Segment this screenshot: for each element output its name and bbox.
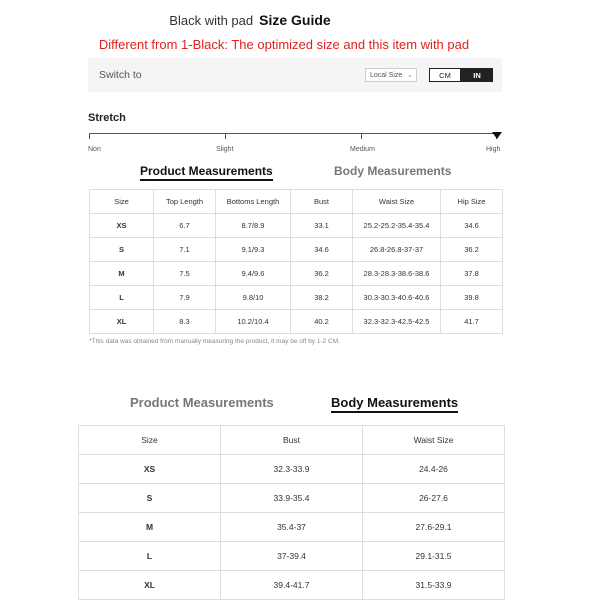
stretch-tick	[225, 133, 226, 139]
size-cell: S	[90, 238, 154, 262]
column-header: Top Length	[154, 190, 216, 214]
table-cell: 36.2	[291, 262, 353, 286]
unit-cm-button[interactable]: CM	[429, 68, 461, 82]
table-cell: 38.2	[291, 286, 353, 310]
table-cell: 41.7	[441, 310, 503, 334]
column-header: Size	[90, 190, 154, 214]
table-row	[90, 262, 503, 286]
column-header: Bust	[291, 190, 353, 214]
stretch-level-medium: Medium	[350, 146, 375, 153]
table-cell: 31.5-33.9	[363, 571, 505, 600]
size-cell: L	[90, 286, 154, 310]
product-measurements-table	[89, 189, 503, 334]
table-cell: 26.8-26.8-37-37	[353, 238, 441, 262]
stretch-level-non: Non	[88, 146, 101, 153]
column-header: Size	[79, 426, 221, 455]
size-cell: S	[79, 484, 221, 513]
table-cell: 37.8	[441, 262, 503, 286]
table-row	[79, 455, 505, 484]
table-cell: 39.8	[441, 286, 503, 310]
column-header: Waist Size	[363, 426, 505, 455]
stretch-marker-icon	[492, 132, 502, 139]
table-row	[90, 286, 503, 310]
table-cell: 8.7/8.9	[216, 214, 291, 238]
size-cell: XL	[79, 571, 221, 600]
stretch-tick	[361, 133, 362, 139]
size-guide-header	[0, 12, 500, 28]
table-cell: 7.1	[154, 238, 216, 262]
stretch-tick	[89, 133, 90, 139]
stretch-level-slight: Slight	[216, 146, 234, 153]
switch-label: Switch to	[99, 69, 142, 81]
local-size-label: Local Size	[370, 72, 403, 79]
stretch-scale	[89, 133, 497, 134]
table-header-row	[79, 426, 505, 455]
table-cell: 32.3-32.3-42.5-42.5	[353, 310, 441, 334]
table-cell: 36.2	[441, 238, 503, 262]
unit-switch-bar	[88, 58, 502, 92]
table-row	[79, 542, 505, 571]
table-cell: 34.6	[291, 238, 353, 262]
table-cell: 26-27.6	[363, 484, 505, 513]
page-title: Size Guide	[259, 12, 331, 28]
table-cell: 9.8/10	[216, 286, 291, 310]
table-cell: 8.3	[154, 310, 216, 334]
table-cell: 33.9-35.4	[221, 484, 363, 513]
table-cell: 7.9	[154, 286, 216, 310]
table-row	[79, 571, 505, 600]
table-cell: 7.5	[154, 262, 216, 286]
table-row	[79, 484, 505, 513]
stretch-level-high: High	[486, 146, 501, 153]
tab-body-measurements[interactable]: Body Measurements	[334, 164, 452, 178]
table-cell: 40.2	[291, 310, 353, 334]
table-cell: 29.1-31.5	[363, 542, 505, 571]
table-cell: 28.3-28.3-38.6-38.6	[353, 262, 441, 286]
table-cell: 39.4-41.7	[221, 571, 363, 600]
table-cell: 9.4/9.6	[216, 262, 291, 286]
tab-body-measurements[interactable]: Body Measurements	[331, 395, 458, 413]
size-cell: XS	[79, 455, 221, 484]
column-header: Bust	[221, 426, 363, 455]
tab-product-measurements[interactable]: Product Measurements	[130, 395, 274, 410]
table-cell: 35.4-37	[221, 513, 363, 542]
table-row	[90, 214, 503, 238]
size-notice: Different from 1-Black: The optimized size and this item with pad	[98, 37, 470, 52]
table-cell: 6.7	[154, 214, 216, 238]
table-cell: 24.4-26	[363, 455, 505, 484]
column-header: Waist Size	[353, 190, 441, 214]
stretch-title: Stretch	[88, 112, 126, 124]
chevron-down-icon: ⌄	[407, 72, 413, 79]
size-cell: XS	[90, 214, 154, 238]
size-cell: XL	[90, 310, 154, 334]
measurement-note: *This data was obtained from manually measuring the product, it may be off by 1-2 CM.	[89, 338, 340, 345]
table-cell: 10.2/10.4	[216, 310, 291, 334]
table-cell: 9.1/9.3	[216, 238, 291, 262]
table-cell: 32.3-33.9	[221, 455, 363, 484]
table-header-row	[90, 190, 503, 214]
header-subtitle: Black with pad	[169, 13, 254, 28]
unit-in-button[interactable]: IN	[461, 68, 493, 82]
table-cell: 37-39.4	[221, 542, 363, 571]
table-row	[90, 238, 503, 262]
body-measurements-table	[78, 425, 505, 600]
table-cell: 34.6	[441, 214, 503, 238]
column-header: Hip Size	[441, 190, 503, 214]
table-cell: 30.3-30.3-40.6-40.6	[353, 286, 441, 310]
column-header: Bottoms Length	[216, 190, 291, 214]
table-cell: 33.1	[291, 214, 353, 238]
table-row	[79, 513, 505, 542]
corner-mark: ’	[520, 0, 522, 6]
size-cell: M	[90, 262, 154, 286]
size-cell: L	[79, 542, 221, 571]
tab-product-measurements[interactable]: Product Measurements	[140, 164, 273, 181]
local-size-dropdown[interactable]	[365, 68, 417, 82]
size-cell: M	[79, 513, 221, 542]
table-cell: 27.6-29.1	[363, 513, 505, 542]
table-cell: 25.2-25.2-35.4-35.4	[353, 214, 441, 238]
table-row	[90, 310, 503, 334]
